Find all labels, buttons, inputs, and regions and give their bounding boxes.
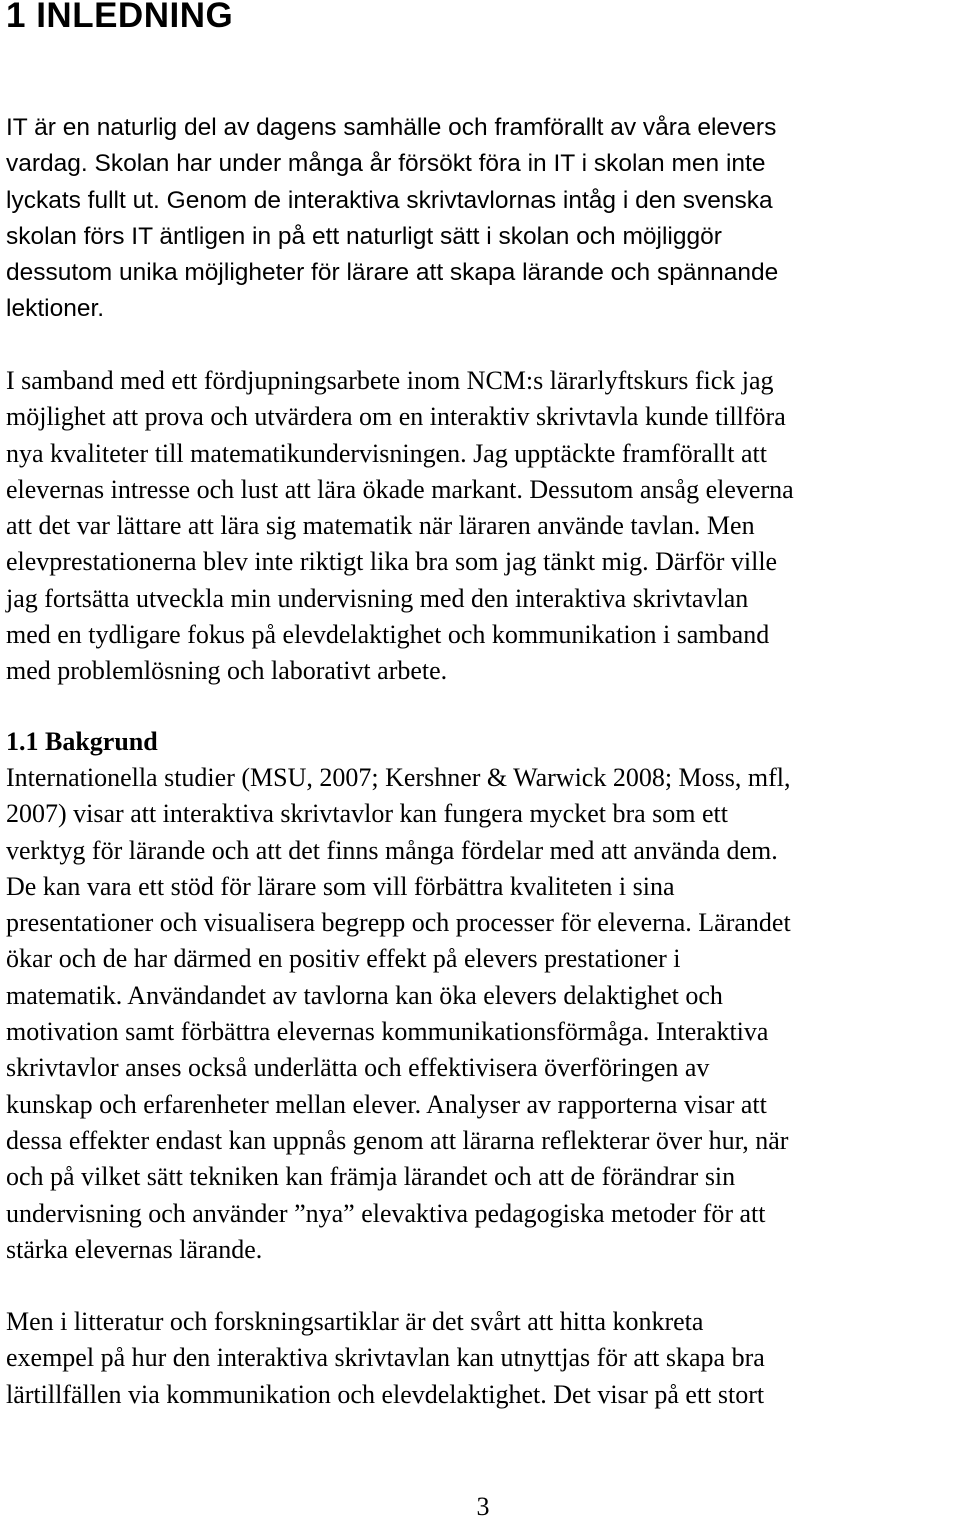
paragraph-line: exempel på hur den interaktiva skrivtavlan kan utnyttjas för att skapa bra <box>6 1343 765 1373</box>
paragraph-line: motivation samt förbättra elevernas kommunikationsförmåga. Interaktiva <box>6 1017 769 1047</box>
paragraph-line: Men i litteratur och forskningsartiklar är det svårt att hitta konkreta <box>6 1307 704 1336</box>
paragraph-line: IT är en naturlig del av dagens samhälle och framförallt av våra elevers <box>6 114 777 141</box>
paragraph-line: presentationer och visualisera begrepp och processer för eleverna. Lärandet <box>6 908 791 938</box>
paragraph-line: De kan vara ett stöd för lärare som vill förbättra kvaliteten i sina <box>6 871 675 901</box>
background-paragraph <box>6 760 958 1268</box>
paragraph-line: I samband med ett fördjupningsarbete inom NCM:s lärarlyftskurs fick jag <box>6 366 774 395</box>
paragraph-line: skrivtavlor anses också underlätta och effektivisera överföringen av <box>6 1053 710 1083</box>
paragraph-line: jag fortsätta utveckla min undervisning med den interaktiva skrivtavlan <box>6 583 749 613</box>
paragraph-line: lektioner. <box>6 295 105 323</box>
final-paragraph <box>6 1304 958 1413</box>
paragraph-line: möjlighet att prova och utvärdera om en interaktiv skrivtavla kunde tillföra <box>6 402 786 432</box>
intro-paragraph <box>6 110 958 328</box>
paragraph-line: Internationella studier (MSU, 2007; Kershner & Warwick 2008; Moss, mfl, <box>6 763 791 792</box>
paragraph-line: verktyg för lärande och att det finns många fördelar med att använda dem. <box>6 835 778 865</box>
second-paragraph <box>6 363 958 690</box>
paragraph-line: matematik. Användandet av tavlorna kan öka elevers delaktighet och <box>6 980 723 1010</box>
paragraph-line: elevernas intresse och lust att lära ökade markant. Dessutom ansåg eleverna <box>6 474 794 504</box>
paragraph-line: dessutom unika möjligheter för lärare att skapa lärande och spännande <box>6 259 779 287</box>
paragraph-line: lyckats fullt ut. Genom de interaktiva skrivtavlornas intåg i den svenska <box>6 186 773 214</box>
paragraph-line: kunskap och erfarenheter mellan elever. Analyser av rapporterna visar att <box>6 1089 767 1119</box>
section-heading: 1.1 Bakgrund <box>6 727 158 756</box>
paragraph-line: med en tydligare fokus på elevdelaktighet och kommunikation i samband <box>6 620 770 650</box>
paragraph-line: elevprestationerna blev inte riktigt lika bra som jag tänkt mig. Därför ville <box>6 547 778 577</box>
paragraph-line: dessa effekter endast kan uppnås genom att lärarna reflekterar över hur, när <box>6 1125 789 1155</box>
paragraph-line: nya kvaliteter till matematikundervisningen. Jag upptäckte framförallt att <box>6 438 767 468</box>
paragraph-line: undervisning och använder ”nya” elevaktiva pedagogiska metoder för att <box>6 1198 766 1228</box>
paragraph-line: skolan förs IT äntligen in på ett naturligt sätt i skolan och möjliggör <box>6 222 722 250</box>
paragraph-line: 2007) visar att interaktiva skrivtavlor kan fungera mycket bra som ett <box>6 799 728 829</box>
paragraph-line: ökar och de har därmed en positiv effekt på elevers prestationer i <box>6 944 681 974</box>
paragraph-line: stärka elevernas lärande. <box>6 1234 263 1264</box>
chapter-heading: 1 INLEDNING <box>6 0 234 35</box>
paragraph-line: lärtillfällen via kommunikation och elevdelaktighet. Det visar på ett stort <box>6 1379 765 1409</box>
page-number: 3 <box>476 1492 490 1521</box>
paragraph-line: och på vilket sätt tekniken kan främja lärandet och att de förändrar sin <box>6 1162 736 1192</box>
paragraph-line: att det var lättare att lära sig matematik när läraren använde tavlan. Men <box>6 511 755 541</box>
paragraph-line: med problemlösning och laborativt arbete. <box>6 656 448 686</box>
paragraph-line: vardag. Skolan har under många år försökt föra in IT i skolan men inte <box>6 150 766 178</box>
